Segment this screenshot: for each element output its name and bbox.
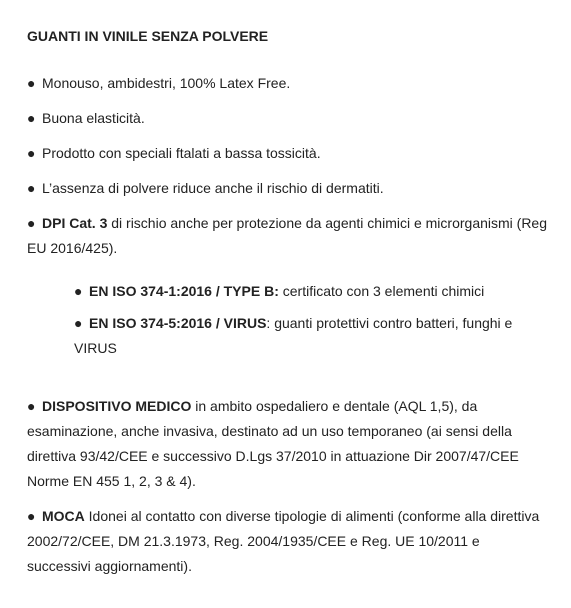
list-item-text: Prodotto con speciali ftalati a bassa tossicità. [42,145,321,161]
page-title: GUANTI IN VINILE SENZA POLVERE [27,28,269,44]
bullet-icon: ● [27,508,36,524]
list-item-medical-device [27,394,547,494]
list-item [27,141,547,166]
certification-list [74,279,547,361]
bullet-icon: ● [27,398,36,414]
list-item-dpi [27,211,547,384]
bullet-icon: ● [27,180,36,196]
list-item-bold: MOCA [42,508,85,524]
list-item-moca [27,504,547,579]
feature-list [27,71,547,579]
list-item [27,106,547,131]
sub-list-item-text: certificato con 3 elementi chimici [278,283,485,299]
list-item-bold: DPI Cat. 3 [42,215,108,231]
list-item-text: Buona elasticità. [42,110,145,126]
bullet-icon: ● [27,110,36,126]
list-item-text: di rischio anche per protezione da agenti chimici e microrganismi (Reg EU 2016/425). [27,215,548,256]
bullet-icon: ● [27,75,36,91]
list-item-text: Monouso, ambidestri, 100% Latex Free. [42,75,291,91]
sub-list-item-bold: EN ISO 374-1:2016 / TYPE B: [89,283,279,299]
list-item [27,71,547,96]
list-item-text: in ambito ospedaliero e dentale (AQL 1,5), da esaminazione, anche invasiva, destinato ad un uso temporaneo (ai sensi della direttiva 93/42/CEE e successivo D.Lgs 37/2010 in attuazione Dir 2007/47/CEE Norme EN 455 1, 2, 3 & 4). [27,398,519,489]
sub-list-item [74,311,547,361]
bullet-icon: ● [27,215,36,231]
list-item-text: L’assenza di polvere riduce anche il rischio di dermatiti. [42,180,384,196]
sub-list-item-text: : guanti protettivi contro batteri, funghi e VIRUS [74,315,513,356]
sub-list-item-bold: EN ISO 374-5:2016 / VIRUS [89,315,267,331]
spacer [27,368,547,384]
list-item-text: Idonei al contatto con diverse tipologie di alimenti (conforme alla direttiva 2002/72/CEE, DM 21.3.1973, Reg. 2004/1935/CEE e Reg. UE 10/2011 e successivi aggiornamenti). [27,508,540,574]
bullet-icon: ● [74,283,83,299]
bullet-icon: ● [74,315,83,331]
list-item [27,176,547,201]
bullet-icon: ● [27,145,36,161]
product-description [27,22,547,589]
list-item-bold: DISPOSITIVO MEDICO [42,398,192,414]
sub-list-item [74,279,547,304]
